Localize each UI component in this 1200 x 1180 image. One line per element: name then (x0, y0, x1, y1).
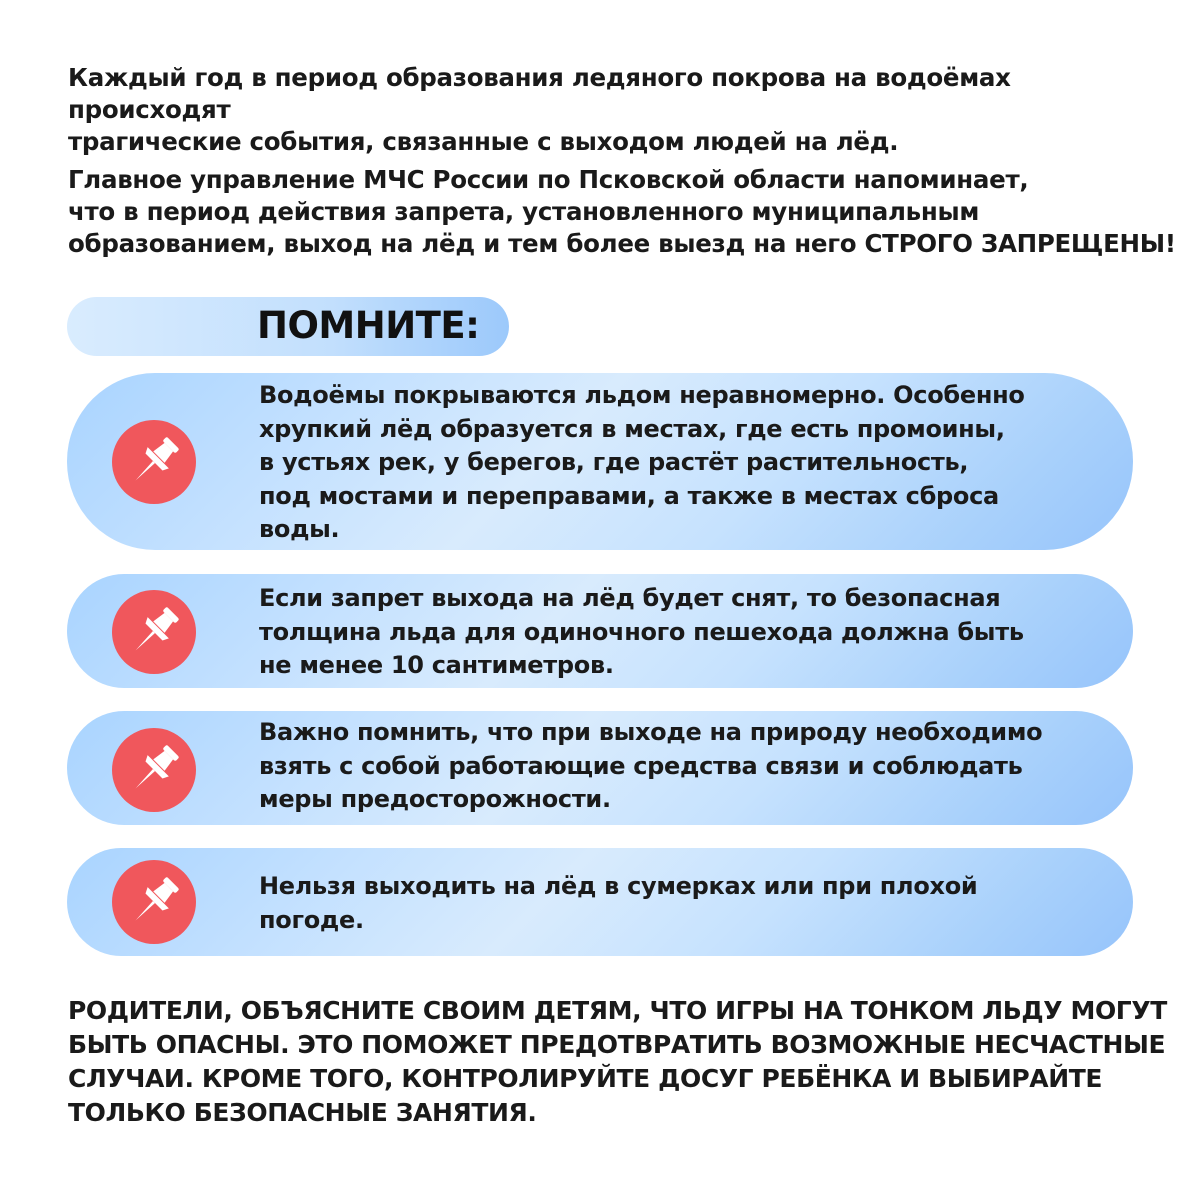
outro-line: РОДИТЕЛИ, ОБЪЯСНИТЕ СВОИМ ДЕТЯМ, ЧТО ИГРЫ НА ТОНКОМ ЛЬДУ МОГУТ (68, 996, 1167, 1025)
remember-banner (67, 297, 509, 356)
tip-card (67, 848, 1133, 956)
intro-line: образованием, выход на лёд и тем более выезд на него СТРОГО ЗАПРЕЩЕНЫ! (68, 229, 1176, 258)
tip-line: не менее 10 сантиметров. (259, 651, 614, 679)
tip-line: хрупкий лёд образуется в местах, где есть промоины, (259, 414, 1005, 443)
intro-line: трагические события, связанные с выходом людей на лёд. (68, 127, 899, 156)
intro-line: Каждый год в период образования ледяного покрова на водоёмах происходят (68, 63, 1011, 124)
tip-line: толщина льда для одиночного пешехода должна быть (259, 617, 1024, 646)
intro-line: что в период действия запрета, установленного муниципальным (68, 197, 980, 226)
tip-line: взять с собой работающие средства связи и соблюдать (259, 751, 1023, 780)
tip-line: Водоёмы покрываются льдом неравномерно. Особенно (259, 381, 1025, 409)
tip-card (67, 373, 1133, 550)
tip-line: Нельзя выходить на лёд в сумерках или при плохой (259, 872, 978, 900)
intro-paragraph-2 (68, 164, 1178, 260)
tip-line: погоде. (259, 905, 364, 934)
intro-line: Главное управление МЧС России по Псковской области напоминает, (68, 165, 1029, 194)
tip-text (259, 379, 1089, 547)
outro-line: ТОЛЬКО БЕЗОПАСНЫЕ ЗАНЯТИЯ. (68, 1098, 537, 1127)
tip-card (67, 574, 1133, 688)
pushpin-icon (112, 590, 196, 674)
outro-line: СЛУЧАИ. КРОМЕ ТОГО, КОНТРОЛИРУЙТЕ ДОСУГ РЕБЁНКА И ВЫБИРАЙТЕ (68, 1064, 1103, 1093)
pushpin-icon (112, 420, 196, 504)
outro-line: БЫТЬ ОПАСНЫ. ЭТО ПОМОЖЕТ ПРЕДОТВРАТИТЬ ВОЗМОЖНЫЕ НЕСЧАСТНЫЕ (68, 1030, 1166, 1059)
intro-paragraph-1 (68, 62, 1178, 158)
tip-line: Если запрет выхода на лёд будет снят, то безопасная (259, 584, 1001, 612)
tip-text (259, 716, 1089, 817)
tip-line: меры предосторожности. (259, 785, 611, 813)
pushpin-icon (112, 728, 196, 812)
parents-warning (68, 994, 1168, 1130)
tip-text (259, 870, 1089, 937)
tip-line: воды. (259, 515, 340, 543)
tip-text (259, 582, 1089, 683)
tip-line: под мостами и переправами, а также в местах сброса (259, 481, 999, 510)
tip-line: Важно помнить, что при выходе на природу необходимо (259, 718, 1043, 746)
pushpin-icon (112, 860, 196, 944)
remember-heading: ПОМНИТЕ: (257, 304, 480, 347)
tip-line: в устьях рек, у берегов, где растёт растительность, (259, 448, 969, 476)
tip-card (67, 711, 1133, 825)
